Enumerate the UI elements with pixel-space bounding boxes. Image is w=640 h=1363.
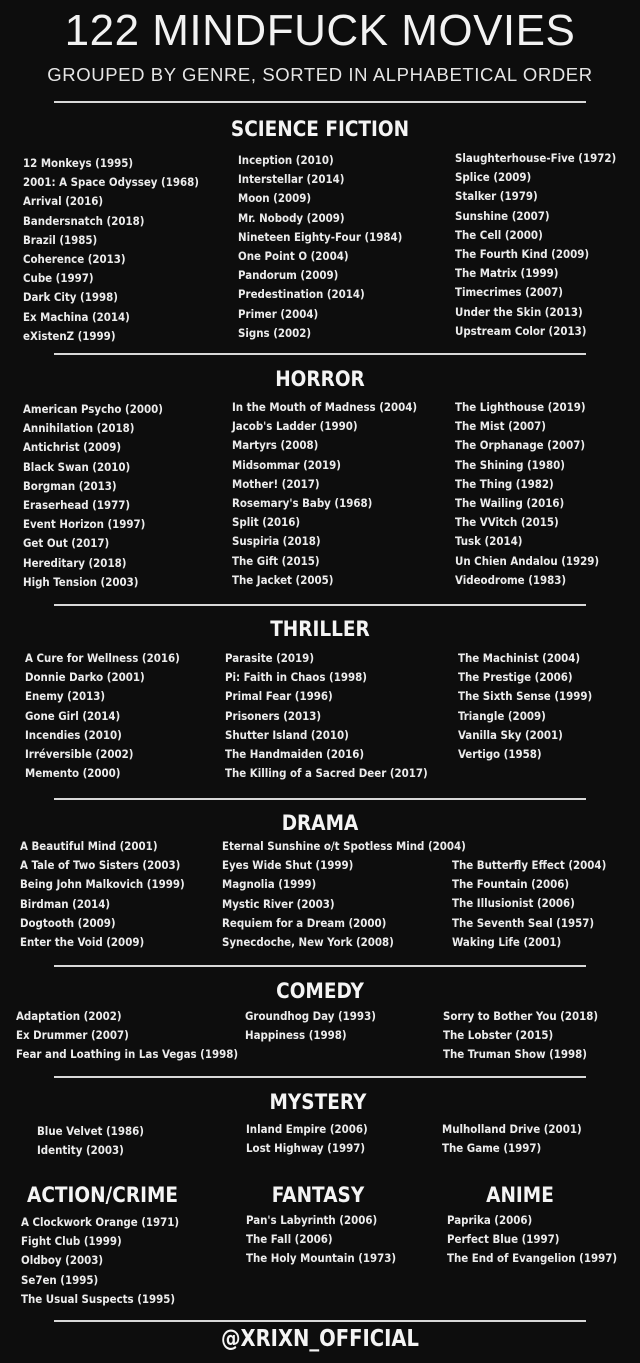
movie-item: Upstream Color (2013) [455, 323, 587, 338]
movie-item: Mystic River (2003) [222, 896, 335, 911]
genre-heading-science-fiction: SCIENCE FICTION [230, 117, 410, 141]
movie-item: Waking Life (2001) [452, 934, 562, 949]
movie-item: A Clockwork Orange (1971) [21, 1215, 180, 1229]
movie-item: The Truman Show (1998) [443, 1047, 587, 1062]
movie-item: Antichrist (2009) [23, 440, 122, 455]
genre-heading-drama: DRAMA [281, 811, 359, 835]
movie-item: Eraserhead (1977) [23, 498, 131, 513]
movie-item: Eternal Sunshine o/t Spotless Mind (2004) [222, 839, 466, 853]
movie-item: The Machinist (2004) [458, 651, 581, 665]
movie-item: 12 Monkeys (1995) [23, 156, 134, 170]
movie-item: Event Horizon (1997) [23, 517, 146, 532]
movie-item: The Cell (2000) [455, 227, 543, 242]
movie-item: The Seventh Seal (1957) [452, 915, 595, 930]
movie-item: Donnie Darko (2001) [25, 670, 145, 685]
genre-heading-action-crime: ACTION/CRIME [27, 1183, 178, 1207]
genre-list-anime [447, 1211, 617, 1269]
movie-item: The Lobster (2015) [443, 1028, 554, 1043]
movie-item: Lost Highway (1997) [246, 1141, 366, 1156]
genre-list-mystery-col3 [442, 1120, 582, 1158]
movie-item: Arrival (2016) [23, 194, 104, 209]
page-title: 122 MINDFUCK MOVIES [64, 6, 576, 55]
movie-item: Birdman (2014) [20, 896, 111, 911]
movie-item: Blue Velvet (1986) [37, 1124, 144, 1138]
movie-item: A Beautiful Mind (2001) [20, 839, 158, 853]
movie-item: Identity (2003) [37, 1143, 124, 1158]
genre-list-science-fiction-col3 [455, 149, 616, 341]
movie-item: Incendies (2010) [25, 727, 122, 742]
movie-item: The Butterfly Effect (2004) [452, 858, 607, 872]
movie-item: The Game (1997) [442, 1141, 542, 1156]
movie-item: Enemy (2013) [25, 689, 106, 704]
movie-item: Videodrome (1983) [455, 572, 567, 587]
movie-item: Happiness (1998) [245, 1028, 347, 1043]
movie-item: Magnolia (1999) [222, 877, 317, 892]
movie-item: Pi: Faith in Chaos (1998) [225, 670, 367, 685]
movie-item: The Usual Suspects (1995) [21, 1291, 176, 1306]
genre-heading-thriller: THRILLER [270, 617, 370, 641]
movie-item: Parasite (2019) [225, 651, 315, 665]
genre-list-horror-col2 [232, 398, 417, 590]
movie-item: The Mist (2007) [455, 419, 546, 434]
movie-item: Dark City (1998) [23, 290, 118, 305]
genre-list-horror-col3 [455, 398, 599, 590]
genre-list-fantasy [246, 1211, 396, 1269]
movie-item: Borgman (2013) [23, 478, 117, 493]
movie-item: Gone Girl (2014) [25, 708, 121, 723]
divider [54, 798, 586, 800]
movie-item: Vertigo (1958) [458, 747, 542, 762]
movie-item: The End of Evangelion (1997) [447, 1251, 618, 1266]
movie-item: Signs (2002) [238, 325, 312, 340]
movie-item: Timecrimes (2007) [455, 285, 563, 300]
movie-item: Brazil (1985) [23, 232, 98, 247]
movie-item: Fear and Loathing in Las Vegas (1998) [16, 1047, 239, 1062]
movie-item: Cube (1997) [23, 271, 94, 286]
movie-item: Inland Empire (2006) [246, 1122, 368, 1136]
movie-item: The Orphanage (2007) [455, 438, 586, 453]
movie-item: Black Swan (2010) [23, 459, 131, 474]
movie-item: Rosemary's Baby (1968) [232, 496, 373, 511]
movie-item: The Killing of a Sacred Deer (2017) [225, 766, 428, 781]
genre-list-comedy-col1 [16, 1007, 238, 1065]
movie-item: The Prestige (2006) [458, 670, 573, 685]
divider [54, 1076, 586, 1078]
movie-item: Mulholland Drive (2001) [442, 1122, 582, 1136]
genre-list-drama-col1 [20, 837, 185, 952]
movie-item: In the Mouth of Madness (2004) [232, 400, 418, 414]
movie-item: Tusk (2014) [455, 534, 523, 549]
movie-item: Ex Machina (2014) [23, 309, 130, 324]
movie-item: Martyrs (2008) [232, 438, 319, 453]
movie-item: Memento (2000) [25, 766, 121, 781]
genre-list-thriller-col2 [225, 649, 428, 783]
genre-list-science-fiction-col2 [238, 151, 402, 343]
movie-item: Primer (2004) [238, 306, 319, 321]
genre-list-thriller-col1 [25, 649, 180, 783]
divider [54, 1320, 586, 1322]
genre-list-action-crime [21, 1213, 179, 1309]
movie-item: Adaptation (2002) [16, 1009, 122, 1023]
movie-item: The Holy Mountain (1973) [246, 1251, 397, 1266]
movie-item: Get Out (2017) [23, 536, 110, 551]
movie-item: The Illusionist (2006) [452, 896, 575, 911]
movie-item: Stalker (1979) [455, 189, 538, 204]
movie-item: The Gift (2015) [232, 553, 320, 568]
genre-list-comedy-col2 [245, 1007, 376, 1045]
movie-item: Irréversible (2002) [25, 747, 134, 762]
movie-item: Dogtooth (2009) [20, 915, 116, 930]
movie-item: One Point O (2004) [238, 249, 349, 264]
movie-item: Groundhog Day (1993) [245, 1009, 376, 1023]
movie-item: Annihilation (2018) [23, 421, 135, 436]
movie-item: The Lighthouse (2019) [455, 400, 586, 414]
movie-item: Inception (2010) [238, 153, 334, 167]
genre-list-comedy-col3 [443, 1007, 598, 1065]
genre-heading-anime: ANIME [486, 1183, 554, 1207]
movie-item: Vanilla Sky (2001) [458, 727, 563, 742]
movie-item: Split (2016) [232, 515, 301, 530]
movie-item: Mr. Nobody (2009) [238, 210, 345, 225]
movie-item: Pandorum (2009) [238, 268, 339, 283]
genre-list-drama-col3 [452, 856, 606, 952]
movie-item: American Psycho (2000) [23, 402, 163, 416]
genre-list-thriller-col3 [458, 649, 592, 764]
movie-item: Mother! (2017) [232, 476, 320, 491]
genre-list-science-fiction-col1 [23, 154, 199, 346]
genre-heading-comedy: COMEDY [276, 979, 364, 1003]
genre-heading-mystery: MYSTERY [269, 1090, 367, 1114]
movie-item: Predestination (2014) [238, 287, 365, 302]
movie-item: Synecdoche, New York (2008) [222, 935, 394, 950]
movie-item: Jacob's Ladder (1990) [232, 419, 358, 434]
movie-item: Paprika (2006) [447, 1213, 533, 1227]
divider [54, 965, 586, 967]
movie-item: The Fall (2006) [246, 1232, 333, 1247]
movie-item: The Handmaiden (2016) [225, 747, 365, 762]
movie-item: Eyes Wide Shut (1999) [222, 858, 354, 873]
movie-item: The Jacket (2005) [232, 572, 334, 587]
movie-item: A Cure for Wellness (2016) [25, 651, 180, 665]
movie-item: The Wailing (2016) [455, 496, 565, 511]
divider [54, 604, 586, 606]
divider [54, 101, 586, 103]
movie-item: Se7en (1995) [21, 1272, 99, 1287]
movie-item: The Fountain (2006) [452, 877, 570, 892]
page-subtitle: GROUPED BY GENRE, SORTED IN ALPHABETICAL ORDER [47, 64, 593, 85]
movie-item: Slaughterhouse-Five (1972) [455, 151, 617, 165]
movie-item: The Thing (1982) [455, 476, 554, 491]
movie-item: Bandersnatch (2018) [23, 213, 145, 228]
footer-handle: @XRIXN_OFFICIAL [221, 1326, 419, 1352]
movie-item: Primal Fear (1996) [225, 689, 333, 704]
movie-item: Ex Drummer (2007) [16, 1028, 129, 1043]
movie-item: Under the Skin (2013) [455, 304, 583, 319]
genre-list-horror-col1 [23, 400, 163, 592]
movie-item: The Sixth Sense (1999) [458, 689, 593, 704]
genre-list-mystery-col1 [37, 1122, 144, 1160]
movie-item: Requiem for a Dream (2000) [222, 915, 387, 930]
divider [54, 353, 586, 355]
movie-item: Un Chien Andalou (1929) [455, 553, 600, 568]
genre-list-drama-col2 [222, 837, 466, 952]
movie-item: A Tale of Two Sisters (2003) [20, 858, 181, 873]
movie-item: The Shining (1980) [455, 457, 565, 472]
genre-heading-fantasy: FANTASY [271, 1183, 365, 1207]
movie-item: Hereditary (2018) [23, 555, 127, 570]
movie-item: Prisoners (2013) [225, 708, 322, 723]
movie-item: Enter the Void (2009) [20, 935, 145, 950]
movie-item: 2001: A Space Odyssey (1968) [23, 175, 199, 190]
movie-item: Splice (2009) [455, 170, 532, 185]
movie-item: Being John Malkovich (1999) [20, 877, 185, 892]
movie-item: Oldboy (2003) [21, 1253, 104, 1268]
movie-item: Shutter Island (2010) [225, 727, 349, 742]
movie-item: The Fourth Kind (2009) [455, 247, 590, 262]
movie-item: Triangle (2009) [458, 708, 546, 723]
movie-item: Sorry to Bother You (2018) [443, 1009, 599, 1023]
movie-item: Pan's Labyrinth (2006) [246, 1213, 378, 1227]
genre-list-mystery-col2 [246, 1120, 368, 1158]
movie-item: High Tension (2003) [23, 574, 139, 589]
movie-item: Interstellar (2014) [238, 172, 345, 187]
movie-item: The Matrix (1999) [455, 266, 559, 281]
movie-item: Sunshine (2007) [455, 208, 550, 223]
movie-item: Moon (2009) [238, 191, 312, 206]
genre-heading-horror: HORROR [275, 367, 365, 391]
movie-item: Nineteen Eighty-Four (1984) [238, 229, 403, 244]
movie-item: eXistenZ (1999) [23, 328, 116, 343]
movie-item: Midsommar (2019) [232, 457, 341, 472]
movie-item: Coherence (2013) [23, 252, 126, 267]
movie-item: Fight Club (1999) [21, 1234, 122, 1249]
movie-item: Suspiria (2018) [232, 534, 321, 549]
movie-item: The VVitch (2015) [455, 515, 559, 530]
movie-item: Perfect Blue (1997) [447, 1232, 560, 1247]
